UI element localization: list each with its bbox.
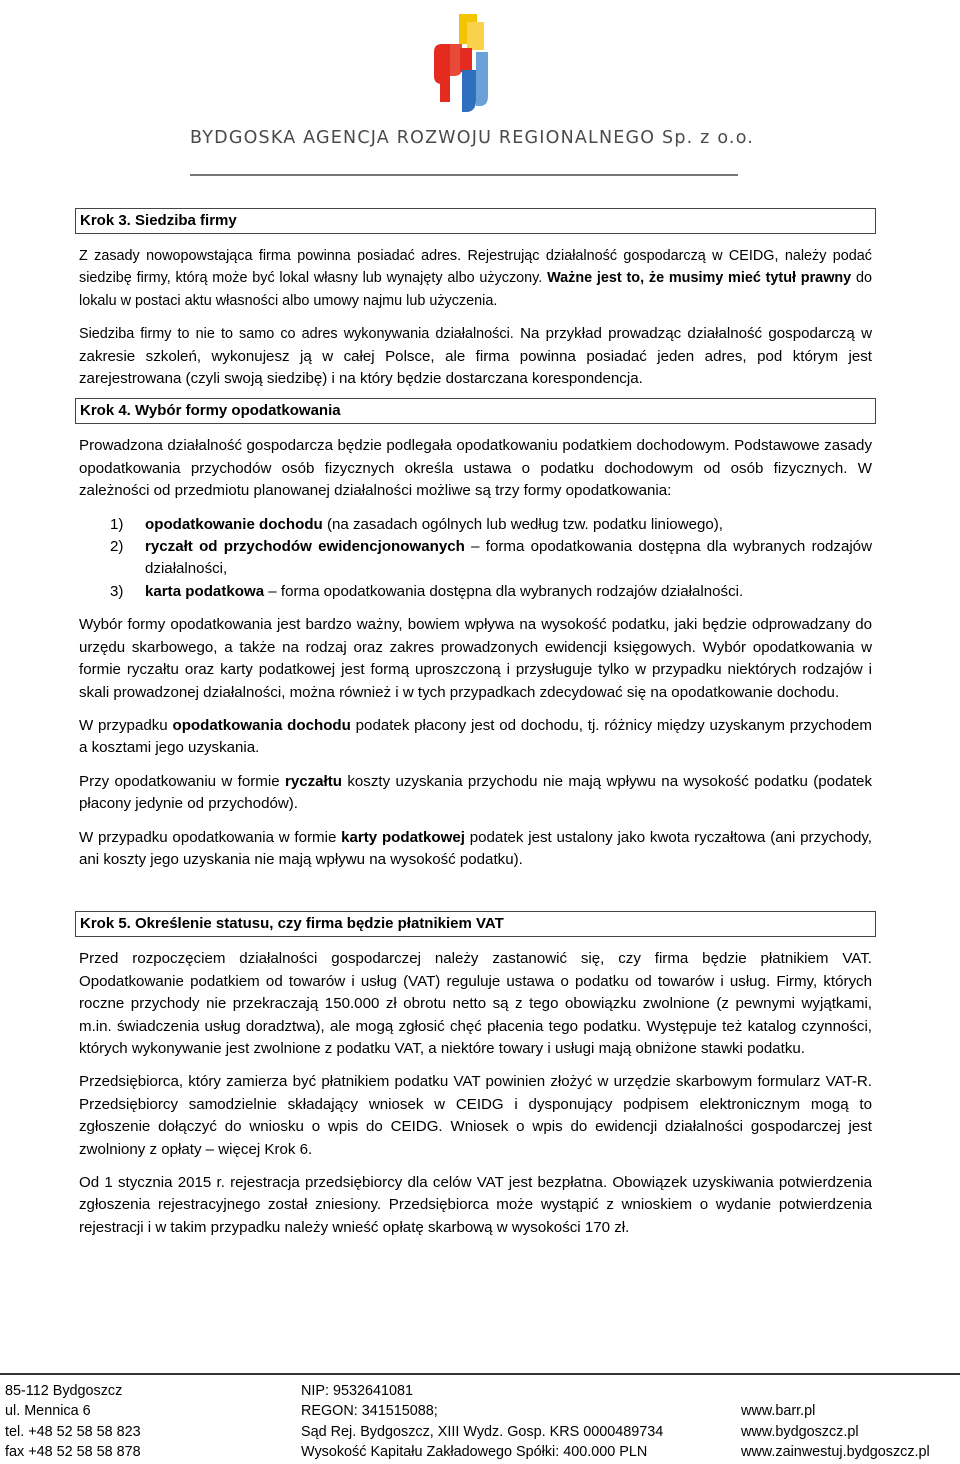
bold-span: karty podatkowej (341, 828, 465, 846)
footer-line: REGON: 341515088; (301, 1403, 438, 1420)
footer-address (5, 1381, 141, 1462)
heading-title: Wybór formy opodatkowania (130, 402, 341, 420)
list-item (79, 536, 872, 581)
footer-registration (301, 1381, 663, 1462)
footer-line: fax +48 52 58 58 878 (5, 1443, 141, 1460)
krok5-heading: Krok 5. Określenie statusu, czy firma będzie płatnikiem VAT (75, 911, 876, 937)
agency-name: BYDGOSKA AGENCJA ROZWOJU REGIONALNEGO Sp. z o.o. (190, 128, 755, 148)
website-link[interactable]: www.barr.pl (741, 1403, 816, 1420)
list-item (79, 581, 872, 603)
footer-line: 85-112 Bydgoszcz (5, 1383, 123, 1399)
text-span: do lokalu w postaci aktu własności albo umowy najmu lub użyczenia. (79, 270, 872, 309)
footer-line: Wysokość Kapitału Zakładowego Spółki: 400.000 PLN (301, 1443, 648, 1460)
header-logo (0, 0, 960, 190)
text-span: W przypadku (79, 716, 173, 734)
website-link[interactable]: www.zainwestuj.bydgoszcz.pl (741, 1443, 930, 1460)
footer-divider (0, 1373, 960, 1375)
list-number: 3) (110, 582, 124, 600)
text-span: podatek płacony jest od dochodu, tj. różnicy między uzyskanym przychodem a kosztami jego uzyskania. (79, 716, 872, 757)
text-span: Siedziba firmy to nie to samo co adres wykonywania działalności. (79, 326, 514, 343)
krok4-ryczalt-paragraph (79, 771, 872, 816)
krok4-choice-paragraph: Wybór formy opodatkowania jest bardzo ważny, bowiem wpływa na wysokość podatku, jaki będzie odprowadzany do urzędu skarbowego, a także na rodzaj oraz zakres prowadzonych ewidencji księgowych. Wybór opodatkowania w formie ryczałtu oraz karty podatkowej jest formą uproszczoną i przysługuje tylko w przypadku niektórych rodzajów i skali prowadzonej działalności, można również i w tych przypadkach zdecydować się na opodatkowanie dochodu. (79, 616, 872, 701)
bold-span: karta podatkowa (145, 582, 265, 600)
footer-line: NIP: 9532641081 (301, 1383, 414, 1399)
krok3-paragraph-1 (79, 245, 872, 312)
krok4-karta-paragraph (79, 827, 872, 872)
footer-websites (741, 1381, 930, 1462)
krok3-heading: Krok 3. Siedziba firmy (75, 208, 876, 234)
text-span: podatek jest ustalony jako kwota ryczałtowa (ani przychody, ani koszty jego uzyskania nie mają wpływu na wysokość podatku). (79, 828, 872, 868)
document-body (79, 208, 872, 1239)
text-span: Z zasady nowopowstająca firma powinna posiadać adres. Rejestrując działalność gospodarczą w CEIDG, należy podać siedzibę firmy, którą może być lokal własny lub wynajęty albo użyczony. (79, 248, 872, 287)
krok3-paragraph-2 (79, 323, 872, 390)
bold-span: opodatkowania dochodu (172, 716, 351, 734)
list-number: 1) (110, 515, 124, 533)
heading-number: Krok 4. (80, 402, 131, 420)
text-span: – forma opodatkowania dostępna dla wybranych rodzajów działalności, (145, 538, 872, 578)
krok4-heading (75, 398, 876, 424)
text-span: (na zasadach ogólnych lub według tzw. podatku liniowego), (322, 515, 724, 533)
tax-forms-list (79, 514, 872, 604)
text-span: koszty uzyskania przychodu nie mają wpływu na wysokość podatku (podatek płacony jedynie od przychodów). (79, 772, 872, 813)
list-number: 2) (110, 538, 124, 556)
list-item (79, 514, 872, 536)
header-divider (190, 174, 738, 176)
bold-span: ryczałt od przychodów ewidencjonowanych (145, 538, 465, 556)
krok4-dochod-paragraph (79, 715, 872, 760)
text-span: Przy opodatkowaniu w formie (79, 772, 285, 790)
footer-line: tel. +48 52 58 58 823 (5, 1423, 141, 1440)
krok4-intro: Prowadzona działalność gospodarcza będzie podlegała opodatkowaniu podatkiem dochodowym. Podstawowe zasady opodatkowania przychodów osób fizycznych określa ustawa o podatku dochodowym od osób fizycznych. W zależności od przedmiotu planowanej działalności możliwe są trzy formy opodatkowania: (79, 437, 872, 500)
website-link[interactable]: www.bydgoszcz.pl (741, 1423, 859, 1440)
text-span: W przypadku opodatkowania w formie (79, 828, 342, 846)
footer-line: Sąd Rej. Bydgoszcz, XIII Wydz. Gosp. KRS 0000489734 (301, 1423, 664, 1440)
krok5-paragraph-3: Od 1 stycznia 2015 r. rejestracja przedsiębiorcy dla celów VAT jest bezpłatna. Obowiązek uzyskiwania potwierdzenia zgłoszenia rejestracyjnego został zniesiony. Przedsiębiorca może wystąpić z wnioskiem o wydanie potwierdzenia rejestracji i w takim przypadku należy wnieść opłatę skarbową w wysokości 170 zł. (79, 1174, 872, 1236)
footer-line: ul. Mennica 6 (5, 1403, 91, 1420)
bold-span: ryczałtu (284, 772, 342, 790)
text-span: Na przykład prowadząc działalność gospodarczą w zakresie szkoleń, wykonujesz ją w całej Polsce, ale firma powinna posiadać jeden adres, pod którym jest zarejestrowana (czyli swoją siedzibę) i na który będzie dostarczana korespondencja. (79, 325, 872, 388)
bold-span: opodatkowanie dochodu (145, 515, 323, 533)
bold-span: Ważne jest to, że musimy mieć tytuł prawny (547, 270, 852, 287)
krok5-paragraph-2: Przedsiębiorca, który zamierza być płatnikiem podatku VAT powinien złożyć w urzędzie skarbowym formularz VAT-R. Przedsiębiorcy samodzielnie składający wniosek w CEIDG i dysponujący podpisem elektronicznym mogą to zgłoszenie dołączyć do wniosku o wpis do CEIDG. Wniosek o wpis do ewidencji działalności gospodarczej jest zwolniony z opłaty – więcej Krok 6. (79, 1073, 872, 1158)
krok5-paragraph-1: Przed rozpoczęciem działalności gospodarczej należy zastanowić się, czy firma będzie płatnikiem VAT. Opodatkowanie podatkiem od towarów i usług (VAT) reguluje ustawa o podatku od towarów i usług. Firmy, których roczne przychody nie przekraczają 150.000 zł obrotu netto są z tego obowiązku zwolnione (z pewnymi wyjątkami, m.in. świadczenia usług doradztwa), ale mogą zgłosić chęć płacenia tego podatku. Występuje też katalog czynności, których wykonywanie jest zwolnione z podatku VAT, a niektóre towary i usługi mają obniżone stawki podatku. (79, 950, 872, 1057)
text-span: – forma opodatkowania dostępna dla wybranych rodzajów działalności. (264, 582, 744, 600)
barr-logo-icon (432, 14, 492, 120)
